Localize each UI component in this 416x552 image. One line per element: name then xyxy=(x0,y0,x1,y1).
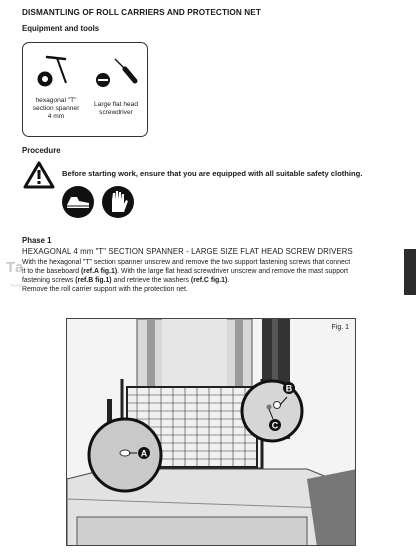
page-title: DISMANTLING OF ROLL CARRIERS AND PROTECTION NET xyxy=(22,8,261,17)
instruction-line: it to the baseboard (ref.A fig.1). With the large flat head screwdriver unscrew and remove the mast support xyxy=(22,267,349,275)
procedure-heading: Procedure xyxy=(22,146,61,155)
figure-label: Fig. 1 xyxy=(331,324,349,331)
t-spanner-icon xyxy=(33,51,83,91)
page-edge-tab xyxy=(404,249,416,295)
screwdriver-icon xyxy=(91,51,141,93)
instruction-line: Remove the roll carrier support with the protection net. xyxy=(22,285,188,293)
callout-a: A xyxy=(140,448,148,459)
fig-illustration xyxy=(67,319,356,546)
tool-label-screwdriver: Large flat head screwdriver xyxy=(94,101,138,117)
tools-box xyxy=(22,42,148,137)
phase-subtitle: HEXAGONAL 4 mm "T" SECTION SPANNER - LARGE SIZE FLAT HEAD SCREW DRIVERS xyxy=(22,247,353,256)
safety-shoes-icon xyxy=(61,185,95,219)
safety-gloves-icon xyxy=(101,185,135,219)
figure-1 xyxy=(66,318,356,546)
phase-instructions xyxy=(22,259,402,295)
callout-bc-detail xyxy=(242,381,302,441)
callout-a-detail xyxy=(89,419,161,491)
warning-triangle-icon xyxy=(22,160,56,190)
instruction-line: fastening screws (ref.B fig.1) and retrieve the washers (ref.C fig.1). xyxy=(22,276,230,284)
phase-title: Phase 1 xyxy=(22,236,52,245)
instruction-line: With the hexagonal "T" section spanner unscrew and remove the two support fastening screws that connect xyxy=(22,259,351,266)
safety-warning: Before starting work, ensure that you are equipped with all suitable safety clothing. xyxy=(62,169,363,178)
equipment-heading: Equipment and tools xyxy=(22,24,100,33)
watermark-small: Trucks xyxy=(10,283,24,288)
callout-c: C xyxy=(271,420,279,431)
tool-label-spanner: hexagonal "T" section spanner 4 mm xyxy=(32,97,80,121)
callout-b: B xyxy=(285,383,293,394)
watermark: Ta xyxy=(6,259,25,276)
